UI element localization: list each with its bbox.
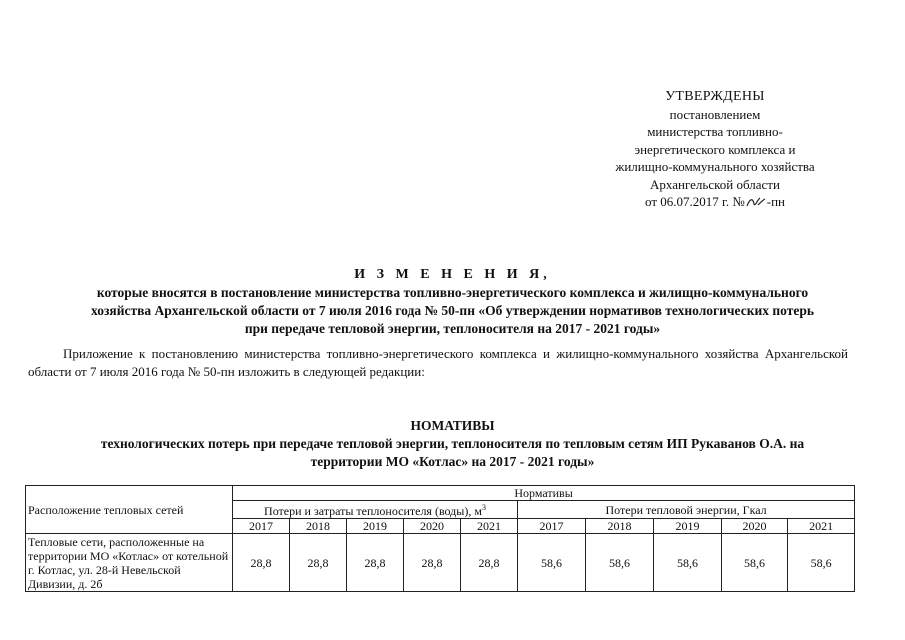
approval-line: постановлением [669,106,761,122]
approval-line: энергетического комплекса и [634,141,796,157]
header-water-label: Потери и затраты теплоносителя (воды), м [264,504,482,518]
changes-title: И З М Е Н Е Н И Я, [354,267,551,282]
year-cell: 2019 [654,519,722,534]
approval-date-suffix: -пн [766,194,786,209]
year-cell: 2021 [788,519,855,534]
norms-header [0,417,905,471]
water-value: 28,8 [233,534,290,592]
changes-header [0,266,905,338]
approval-head: УТВЕРЖДЕНЫ [665,89,765,104]
norms-table [25,485,855,592]
norms-line: территории МО «Котлас» на 2017 - 2021 годы» [310,454,595,469]
row-location: Тепловые сети, расположенные на территории МО «Котлас» от котельной г. Котлас, ул. 28-й Невельской Дивизии, д. 2б [26,534,233,592]
header-heat-group: Потери тепловой энергии, Гкал [518,501,855,519]
changes-line: при передаче тепловой энергии, теплоносителя на 2017 - 2021 годы» [244,321,661,336]
header-water-unit-sup: 3 [481,503,486,512]
year-cell: 2020 [404,519,461,534]
heat-value: 58,6 [518,534,586,592]
norms-title: НОМАТИВЫ [410,418,495,433]
heat-value: 58,6 [722,534,788,592]
approval-line: жилищно-коммунального хозяйства [615,159,815,174]
water-value: 28,8 [461,534,518,592]
norms-line: технологических потерь при передаче тепловой энергии, теплоносителя по тепловым сетям ИП Рукаванов О.А. на [100,436,805,451]
changes-line: хозяйства Архангельской области от 7 июля 2016 года № 50-пн «Об утверждении нормативов технологических потерь [90,303,814,318]
heat-value: 58,6 [586,534,654,592]
year-cell: 2017 [233,519,290,534]
year-cell: 2018 [586,519,654,534]
handwritten-number-signature [745,196,767,208]
year-cell: 2021 [461,519,518,534]
water-value: 28,8 [290,534,347,592]
year-cell: 2017 [518,519,586,534]
approval-line: Архангельской области [650,176,780,192]
year-cell: 2019 [347,519,404,534]
year-cell: 2018 [290,519,347,534]
table-row [26,534,855,592]
approval-date-prefix: от 06.07.2017 г. № [644,194,745,209]
changes-line: которые вносятся в постановление министерства топливно-энергетического комплекса и жилищно-коммунального [96,285,809,300]
header-norms: Нормативы [233,486,855,501]
heat-value: 58,6 [654,534,722,592]
water-value: 28,8 [404,534,461,592]
approval-date [560,193,870,211]
body-paragraph: Приложение к постановлению министерства топливно-энергетического комплекса и жилищно-коммунального хозяйства Архангельской области от 7 июля 2016 года № 50-пн изложить в следующей редакции: [28,346,848,379]
heat-value: 58,6 [788,534,855,592]
approval-line: министерства топливно- [647,124,783,139]
header-water-group [233,501,518,519]
approval-block [560,88,870,211]
header-location: Расположение тепловых сетей [26,486,233,534]
year-cell: 2020 [722,519,788,534]
water-value: 28,8 [347,534,404,592]
